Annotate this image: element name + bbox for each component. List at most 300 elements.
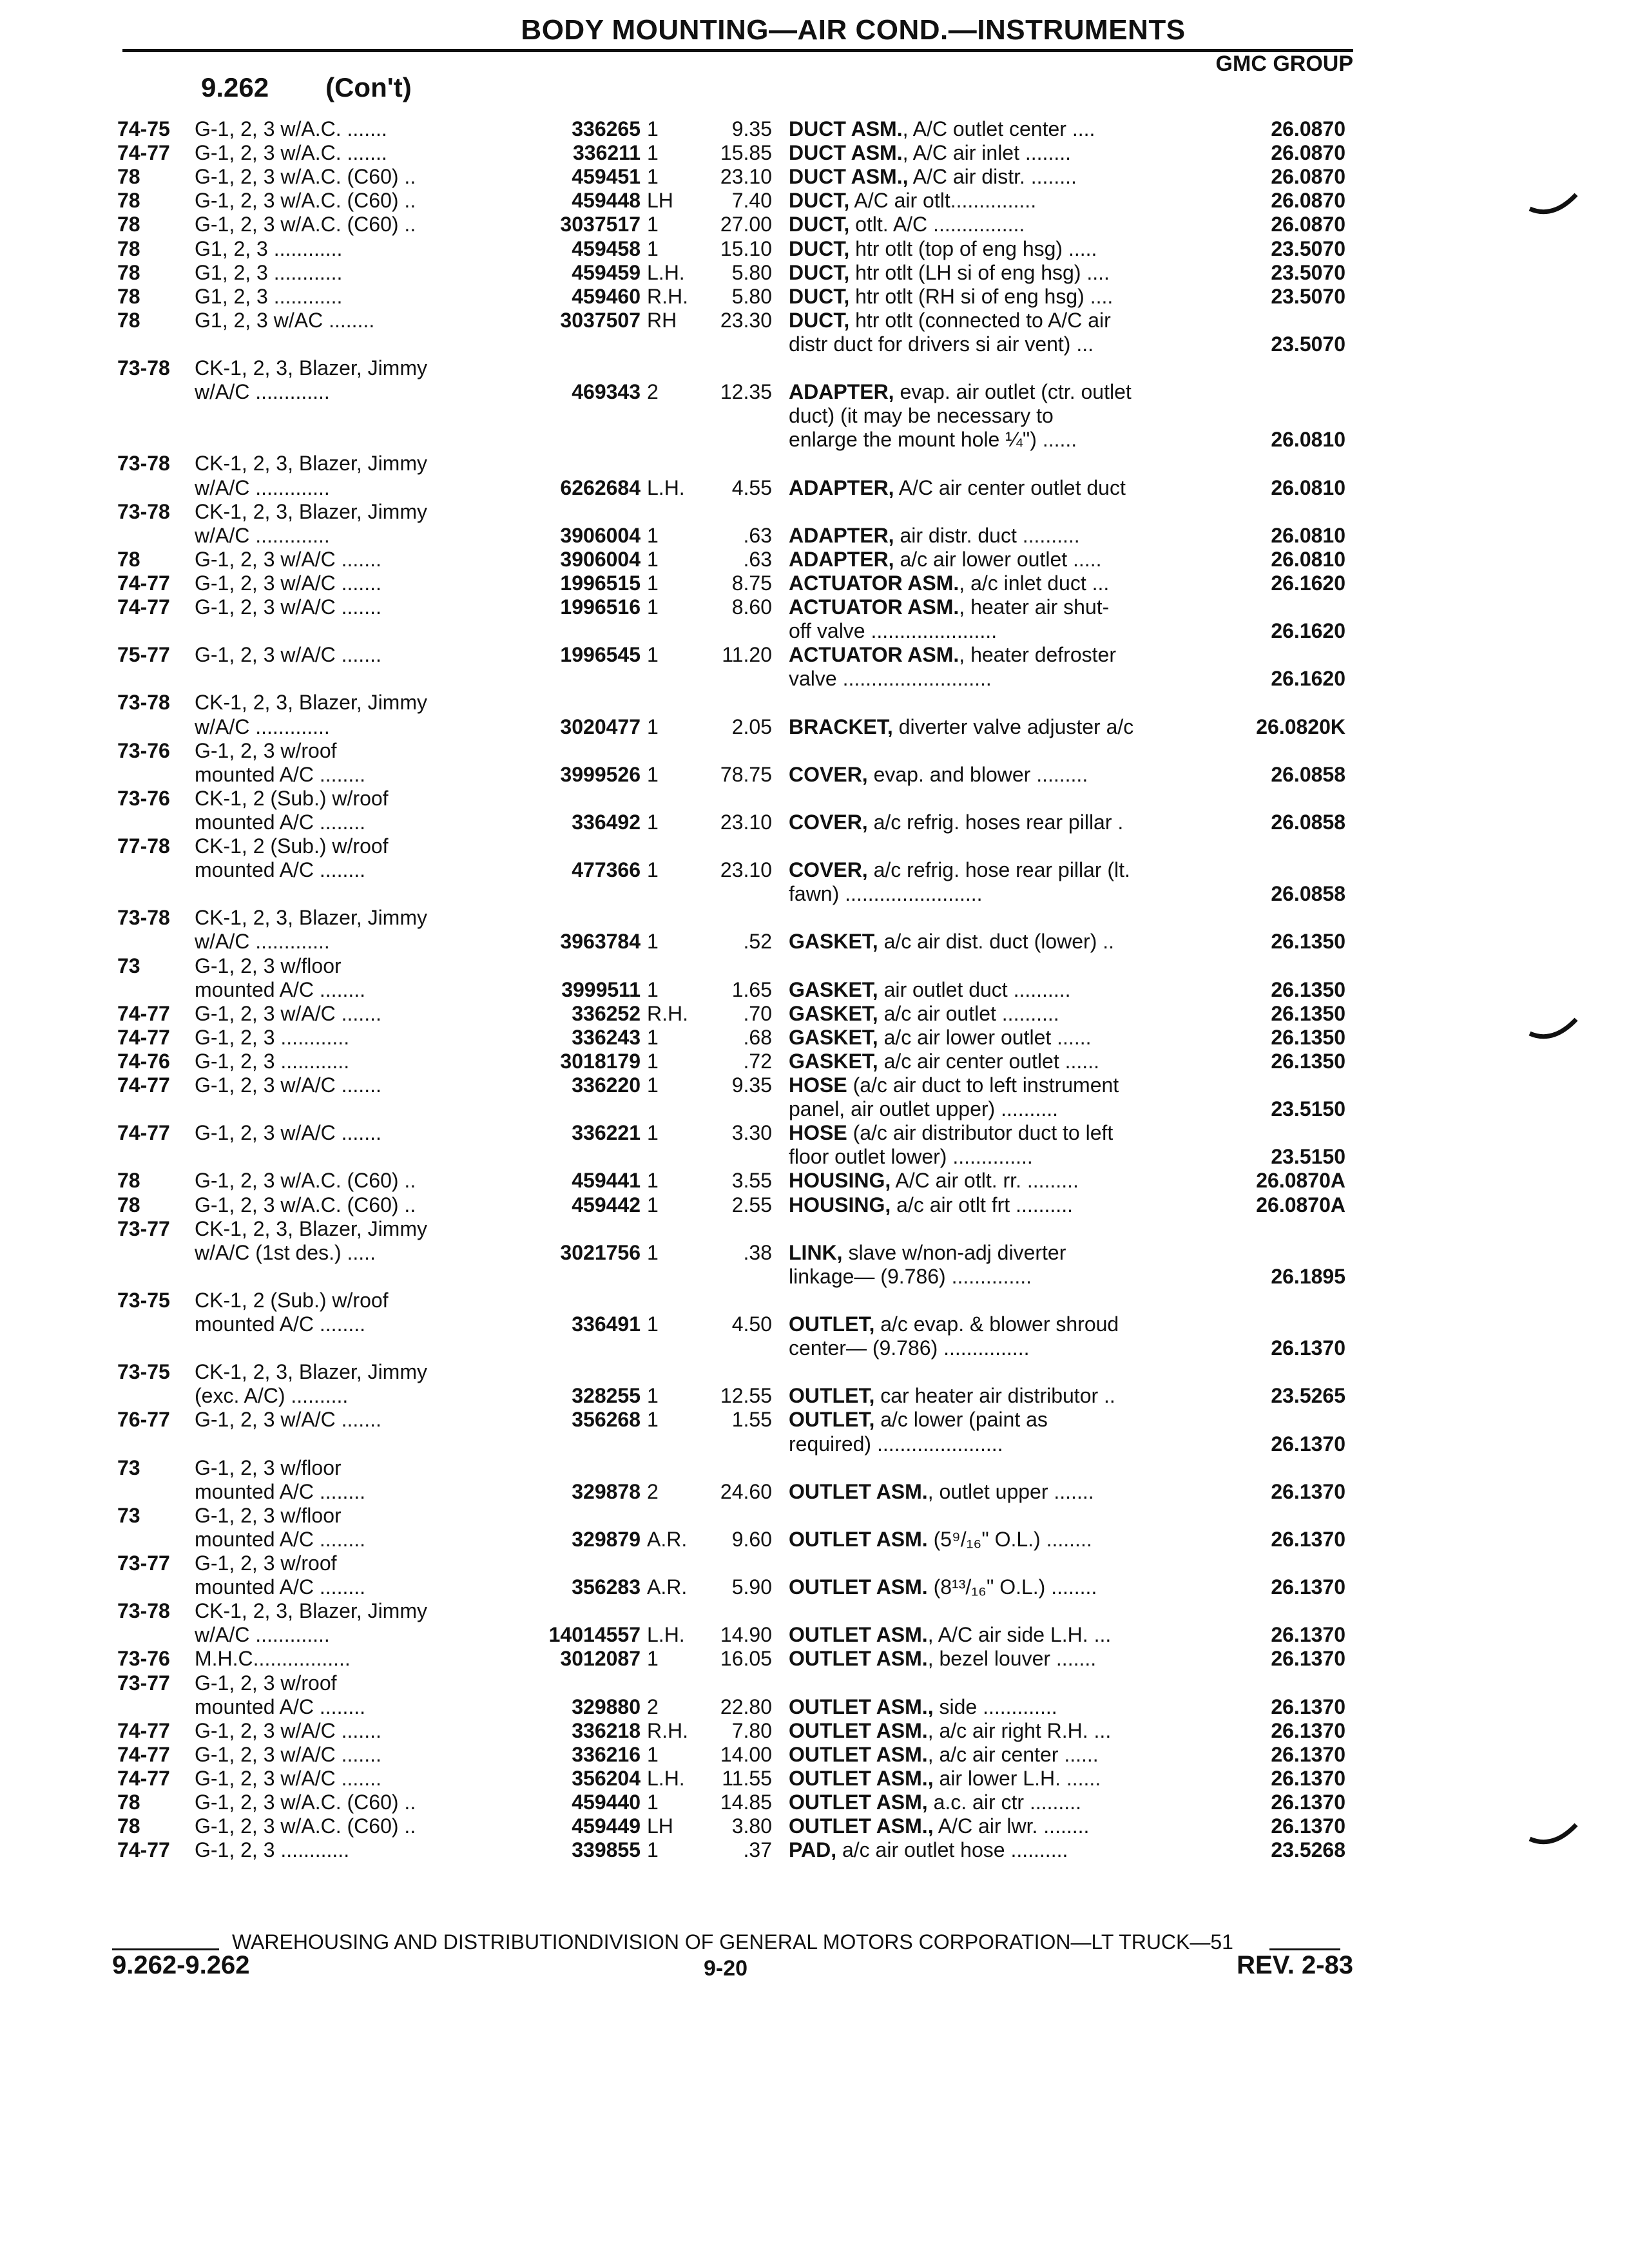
year-cell: 74-76 xyxy=(117,1049,170,1073)
model-cell: G-1, 2, 3 w/floor xyxy=(195,954,342,977)
price-cell: 3.55 xyxy=(731,1169,772,1193)
page-title: BODY MOUNTING—AIR COND.—INSTRUMENTS xyxy=(521,14,1186,46)
quantity-cell: 1 xyxy=(647,1742,659,1766)
model-cell: G-1, 2, 3 w/A.C. (C60) .. xyxy=(195,189,416,213)
margin-check-mark-3 xyxy=(1527,1821,1579,1847)
description-cell xyxy=(789,930,1114,954)
year-cell: 78 xyxy=(117,1169,140,1193)
model-cell: G-1, 2, 3 w/A/C ....... xyxy=(195,1121,381,1145)
quantity-cell: 1 xyxy=(647,571,659,595)
price-cell: 23.10 xyxy=(720,810,772,834)
part-number-cell: 336216 xyxy=(572,1742,641,1766)
part-number-cell: 356204 xyxy=(572,1766,641,1790)
part-number-cell: 459460 xyxy=(572,284,641,308)
model-cell: CK-1, 2 (Sub.) w/roof xyxy=(195,786,389,810)
model-cell: CK-1, 2, 3, Blazer, Jimmy xyxy=(195,356,427,380)
price-cell: .38 xyxy=(743,1240,772,1264)
description-keyword: OUTLET, xyxy=(789,1384,875,1408)
quantity-cell: 1 xyxy=(647,213,659,236)
price-cell: 15.10 xyxy=(720,236,772,260)
description-keyword: DUCT, xyxy=(789,308,850,332)
year-cell: 73-75 xyxy=(117,1288,170,1312)
description-cell xyxy=(789,572,1109,595)
description-text: a/c refrig. hoses rear pillar . xyxy=(867,810,1124,834)
model-cell: G-1, 2, 3 w/A/C ....... xyxy=(195,1718,381,1742)
description-text: required) ...................... xyxy=(789,1432,1003,1456)
description-keyword: OUTLET, xyxy=(789,1312,875,1336)
group-number-cell: 26.1370 xyxy=(1271,1575,1345,1599)
part-number-cell: 459451 xyxy=(572,165,641,189)
description-cell xyxy=(789,1193,1073,1217)
part-number-cell: 459440 xyxy=(572,1791,641,1814)
price-cell: 7.80 xyxy=(731,1718,772,1742)
description-text: a/c air lower outlet ...... xyxy=(878,1025,1092,1049)
model-cell: mounted A/C ........ xyxy=(195,1575,366,1599)
year-cell: 73-78 xyxy=(117,906,170,930)
group-number-cell: 26.1370 xyxy=(1271,1623,1345,1647)
description-text: a.c. air ctr ......... xyxy=(927,1791,1081,1814)
description-text: valve .......................... xyxy=(789,667,992,691)
year-cell: 73-77 xyxy=(117,1216,170,1240)
group-number-cell: 26.1350 xyxy=(1271,1049,1345,1073)
year-cell: 77-78 xyxy=(117,834,170,858)
quantity-cell: L.H. xyxy=(647,260,685,284)
description-text: (a/c air distributor duct to left xyxy=(847,1121,1113,1145)
part-number-cell: 336265 xyxy=(572,117,641,140)
price-cell: 12.35 xyxy=(720,380,772,404)
year-cell: 73-78 xyxy=(117,499,170,523)
quantity-cell: 1 xyxy=(647,810,659,834)
group-number-cell: 26.0858 xyxy=(1271,810,1345,834)
model-cell: G-1, 2, 3 w/A.C. ....... xyxy=(195,141,387,165)
margin-check-mark-2 xyxy=(1527,1015,1579,1041)
part-number-cell: 6262684 xyxy=(560,476,641,499)
price-cell: 5.90 xyxy=(731,1575,772,1599)
model-cell: G-1, 2, 3 w/A/C ....... xyxy=(195,643,381,667)
model-cell: G-1, 2, 3 ............ xyxy=(195,1025,350,1049)
description-keyword: ACTUATOR ASM. xyxy=(789,643,959,667)
group-number-cell: 26.1620 xyxy=(1271,571,1345,595)
price-cell: .63 xyxy=(743,523,772,547)
quantity-cell: 1 xyxy=(647,643,659,667)
part-number-cell: 336211 xyxy=(572,141,641,165)
model-cell: G1, 2, 3 ............ xyxy=(195,236,343,260)
description-cell xyxy=(789,309,1111,332)
price-cell: 12.55 xyxy=(720,1384,772,1408)
price-cell: 23.30 xyxy=(720,308,772,332)
model-cell: G-1, 2, 3 w/A/C ....... xyxy=(195,1073,381,1097)
year-cell: 74-75 xyxy=(117,117,170,140)
price-cell: 4.50 xyxy=(731,1312,772,1336)
price-cell: 27.00 xyxy=(720,213,772,236)
description-text: a/c evap. & blower shroud xyxy=(874,1312,1119,1336)
description-cell xyxy=(789,165,1077,189)
year-cell: 74-77 xyxy=(117,1718,170,1742)
description-keyword: ACTUATOR ASM. xyxy=(789,595,959,619)
description-text: diverter valve adjuster a/c xyxy=(892,715,1134,738)
price-cell: 1.65 xyxy=(731,977,772,1001)
description-text: car heater air distributor .. xyxy=(874,1384,1115,1408)
description-cell xyxy=(789,643,1116,667)
quantity-cell: 1 xyxy=(647,1408,659,1432)
description-text: a/c air otlt frt .......... xyxy=(891,1193,1073,1216)
model-cell: CK-1, 2 (Sub.) w/roof xyxy=(195,1288,389,1312)
description-keyword: DUCT ASM., xyxy=(789,165,909,189)
description-text: a/c air lower outlet ..... xyxy=(894,547,1102,571)
model-cell: G-1, 2, 3 w/A/C ....... xyxy=(195,1408,381,1432)
quantity-cell: 1 xyxy=(647,1647,659,1671)
description-cell xyxy=(789,380,1132,404)
group-number-cell: 23.5070 xyxy=(1271,284,1345,308)
part-number-cell: 328255 xyxy=(572,1384,641,1408)
year-cell: 74-77 xyxy=(117,1766,170,1790)
model-cell: CK-1, 2, 3, Blazer, Jimmy xyxy=(195,452,427,476)
group-number-cell: 26.0870A xyxy=(1256,1169,1345,1193)
price-cell: 1.55 xyxy=(731,1408,772,1432)
group-number-cell: 26.1620 xyxy=(1271,619,1345,643)
group-number-cell: 26.0810 xyxy=(1271,476,1345,499)
model-cell: G-1, 2, 3 w/A/C ....... xyxy=(195,1001,381,1025)
description-text: evap. and blower ......... xyxy=(867,762,1088,786)
part-number-cell: 336220 xyxy=(572,1073,641,1097)
description-cell xyxy=(789,858,1130,882)
price-cell: .52 xyxy=(743,930,772,954)
description-text: (a/c air duct to left instrument xyxy=(847,1073,1119,1097)
quantity-cell: 1 xyxy=(647,1240,659,1264)
model-cell: G1, 2, 3 ............ xyxy=(195,260,343,284)
quantity-cell: 1 xyxy=(647,1049,659,1073)
description-text: htr otlt (RH si of eng hsg) .... xyxy=(849,284,1113,308)
description-keyword: OUTLET ASM. xyxy=(789,1527,928,1551)
description-cell xyxy=(789,811,1123,834)
description-cell xyxy=(789,1265,1032,1289)
quantity-cell: 2 xyxy=(647,380,659,404)
description-text: , a/c air right R.H. ... xyxy=(927,1718,1112,1742)
quantity-cell: 1 xyxy=(647,1169,659,1193)
part-number-cell: 459441 xyxy=(572,1169,641,1193)
year-cell: 78 xyxy=(117,1791,140,1814)
price-cell: 14.85 xyxy=(720,1791,772,1814)
description-cell xyxy=(789,1073,1119,1097)
year-cell: 73-78 xyxy=(117,356,170,380)
part-number-cell: 3020477 xyxy=(560,715,641,738)
group-number-cell: 26.1370 xyxy=(1271,1527,1345,1551)
description-cell xyxy=(789,1432,1003,1456)
description-keyword: DUCT, xyxy=(789,189,850,213)
description-text: , heater defroster xyxy=(959,643,1116,667)
model-cell: G-1, 2, 3 w/A/C ....... xyxy=(195,1742,381,1766)
model-cell: G-1, 2, 3 w/A.C. (C60) .. xyxy=(195,1791,416,1814)
model-cell: w/A/C ............. xyxy=(195,715,330,738)
model-cell: w/A/C ............. xyxy=(195,476,330,499)
part-number-cell: 356268 xyxy=(572,1408,641,1432)
part-number-cell: 336491 xyxy=(572,1312,641,1336)
model-cell: mounted A/C ........ xyxy=(195,762,366,786)
description-cell xyxy=(789,1767,1101,1791)
part-number-cell: 3012087 xyxy=(560,1647,641,1671)
description-cell xyxy=(789,1480,1094,1504)
group-number-cell: 23.5070 xyxy=(1271,236,1345,260)
description-text: enlarge the mount hole ¼") ...... xyxy=(789,428,1077,452)
year-cell: 73-76 xyxy=(117,1647,170,1671)
description-cell xyxy=(789,1312,1119,1336)
model-cell: G-1, 2, 3 w/roof xyxy=(195,1671,337,1695)
quantity-cell: 1 xyxy=(647,236,659,260)
description-text: , a/c inlet duct ... xyxy=(959,571,1110,595)
model-cell: w/A/C ............. xyxy=(195,380,330,404)
model-cell: mounted A/C ........ xyxy=(195,1312,366,1336)
price-cell: 4.55 xyxy=(731,476,772,499)
description-keyword: OUTLET ASM. xyxy=(789,1647,928,1671)
description-cell xyxy=(789,237,1097,261)
group-number-cell: 26.0810 xyxy=(1271,547,1345,571)
part-number-cell: 336252 xyxy=(572,1001,641,1025)
model-cell: (exc. A/C) .......... xyxy=(195,1384,349,1408)
quantity-cell: 1 xyxy=(647,1791,659,1814)
footer-division-text: WAREHOUSING AND DISTRIBUTIONDIVISION OF GENERAL MOTORS CORPORATION—LT TRUCK—51 xyxy=(232,1930,1233,1954)
description-text: a/c air center outlet ...... xyxy=(878,1049,1099,1073)
year-cell: 73 xyxy=(117,1456,140,1479)
description-cell xyxy=(789,1169,1079,1193)
model-cell: G1, 2, 3 ............ xyxy=(195,284,343,308)
quantity-cell: A.R. xyxy=(647,1575,688,1599)
group-number-cell: 23.5070 xyxy=(1271,332,1345,356)
part-number-cell: 336243 xyxy=(572,1025,641,1049)
group-number-cell: 26.1370 xyxy=(1271,1479,1345,1503)
description-cell xyxy=(789,548,1101,572)
group-number-cell: 26.1895 xyxy=(1271,1264,1345,1288)
model-cell: w/A/C ............. xyxy=(195,523,330,547)
description-text: floor outlet lower) .............. xyxy=(789,1145,1033,1169)
part-number-cell: 329879 xyxy=(572,1527,641,1551)
year-cell: 78 xyxy=(117,1193,140,1216)
model-cell: mounted A/C ........ xyxy=(195,810,366,834)
description-text: htr otlt (top of eng hsg) ..... xyxy=(849,236,1097,260)
description-keyword: ACTUATOR ASM. xyxy=(789,571,959,595)
group-number-cell: 23.5265 xyxy=(1271,1384,1345,1408)
year-cell: 73-78 xyxy=(117,452,170,476)
part-number-cell: 3999526 xyxy=(560,762,641,786)
model-cell: w/A/C (1st des.) ..... xyxy=(195,1240,376,1264)
description-text: A/C air center outlet duct xyxy=(894,476,1126,499)
group-number-cell: 26.1370 xyxy=(1271,1791,1345,1814)
quantity-cell: 1 xyxy=(647,547,659,571)
part-number-cell: 14014557 xyxy=(548,1623,641,1647)
description-cell xyxy=(789,1241,1066,1265)
description-cell xyxy=(789,1695,1057,1719)
description-cell xyxy=(789,1002,1059,1026)
model-cell: mounted A/C ........ xyxy=(195,1479,366,1503)
price-cell: 5.80 xyxy=(731,284,772,308)
description-text: A/C air otlt. rr. ......... xyxy=(891,1169,1079,1193)
quantity-cell: 1 xyxy=(647,141,659,165)
group-number-cell: 26.1370 xyxy=(1271,1814,1345,1838)
quantity-cell: 1 xyxy=(647,977,659,1001)
quantity-cell: 1 xyxy=(647,165,659,189)
description-cell xyxy=(789,1050,1099,1073)
year-cell: 74-77 xyxy=(117,571,170,595)
quantity-cell: R.H. xyxy=(647,1001,688,1025)
part-number-cell: 3906004 xyxy=(560,547,641,571)
description-keyword: DUCT ASM. xyxy=(789,141,903,165)
year-cell: 76-77 xyxy=(117,1408,170,1432)
group-number-cell: 26.0870 xyxy=(1271,141,1345,165)
price-cell: .63 xyxy=(743,547,772,571)
model-cell: G-1, 2, 3 w/A/C ....... xyxy=(195,547,381,571)
quantity-cell: 1 xyxy=(647,762,659,786)
description-cell xyxy=(789,285,1113,309)
footer-rule-right xyxy=(1269,1948,1340,1950)
group-number-cell: 23.5150 xyxy=(1271,1097,1345,1121)
quantity-cell: L.H. xyxy=(647,1766,685,1790)
quantity-cell: 1 xyxy=(647,1193,659,1216)
part-number-cell: 459459 xyxy=(572,260,641,284)
description-text: side ............. xyxy=(933,1695,1057,1718)
group-number-cell: 26.0858 xyxy=(1271,882,1345,906)
year-cell: 78 xyxy=(117,260,140,284)
description-keyword: OUTLET, xyxy=(789,1408,875,1432)
description-text: htr otlt (connected to A/C air xyxy=(849,308,1111,332)
description-text: evap. air outlet (ctr. outlet xyxy=(894,380,1132,404)
description-keyword: DUCT, xyxy=(789,284,850,308)
description-keyword: ADAPTER, xyxy=(789,380,894,404)
quantity-cell: L.H. xyxy=(647,1623,685,1647)
description-keyword: OUTLET ASM, xyxy=(789,1791,928,1814)
description-cell xyxy=(789,1575,1097,1599)
description-text: a/c lower (paint as xyxy=(874,1408,1048,1432)
part-number-cell: 477366 xyxy=(572,858,641,882)
group-number-cell: 26.1350 xyxy=(1271,1001,1345,1025)
model-cell: G-1, 2, 3 w/roof xyxy=(195,738,337,762)
description-keyword: DUCT, xyxy=(789,213,850,236)
footer-rule-left xyxy=(112,1948,219,1950)
description-text: a/c refrig. hose rear pillar (lt. xyxy=(867,858,1130,882)
description-cell xyxy=(789,404,1054,428)
description-cell xyxy=(789,882,983,906)
description-text: off valve ...................... xyxy=(789,619,998,643)
part-number-cell: 459448 xyxy=(572,189,641,213)
price-cell: 5.80 xyxy=(731,260,772,284)
description-text: a/c air outlet .......... xyxy=(878,1001,1059,1025)
description-text: , outlet upper ....... xyxy=(927,1479,1094,1503)
part-number-cell: 329880 xyxy=(572,1695,641,1718)
year-cell: 74-77 xyxy=(117,1121,170,1145)
description-keyword: OUTLET ASM., xyxy=(789,1695,934,1718)
year-cell: 73-76 xyxy=(117,786,170,810)
quantity-cell: R.H. xyxy=(647,1718,688,1742)
description-text: duct) (it may be necessary to xyxy=(789,404,1054,428)
description-text: otlt. A/C ................ xyxy=(849,213,1025,236)
year-cell: 78 xyxy=(117,308,140,332)
group-number-cell: 26.1370 xyxy=(1271,1432,1345,1456)
description-cell xyxy=(789,332,1094,356)
description-text: air distr. duct .......... xyxy=(894,523,1080,547)
model-cell: G-1, 2, 3 w/A.C. (C60) .. xyxy=(195,1169,416,1193)
model-cell: G-1, 2, 3 w/floor xyxy=(195,1503,342,1527)
description-text: air lower L.H. ...... xyxy=(933,1766,1101,1790)
section-continued: (Con't) xyxy=(325,72,412,102)
description-cell xyxy=(789,763,1088,787)
description-cell xyxy=(789,213,1025,236)
year-cell: 75-77 xyxy=(117,643,170,667)
quantity-cell: R.H. xyxy=(647,284,688,308)
group-number-cell: 26.0870 xyxy=(1271,117,1345,140)
model-cell: G-1, 2, 3 ............ xyxy=(195,1838,350,1862)
price-cell: 15.85 xyxy=(720,141,772,165)
model-cell: G-1, 2, 3 w/roof xyxy=(195,1552,337,1575)
header-rule xyxy=(122,49,1353,52)
description-keyword: HOUSING, xyxy=(789,1193,891,1216)
group-number-cell: 26.1370 xyxy=(1271,1647,1345,1671)
description-keyword: OUTLET ASM., xyxy=(789,1766,934,1790)
year-cell: 74-77 xyxy=(117,1073,170,1097)
quantity-cell: 1 xyxy=(647,1312,659,1336)
model-cell: CK-1, 2, 3, Blazer, Jimmy xyxy=(195,1360,427,1384)
year-cell: 74-77 xyxy=(117,1001,170,1025)
description-text: (8¹³/₁₆" O.L.) ........ xyxy=(927,1575,1097,1599)
year-cell: 74-77 xyxy=(117,1025,170,1049)
description-text: a/c air outlet hose .......... xyxy=(836,1838,1068,1862)
quantity-cell: 1 xyxy=(647,1384,659,1408)
description-keyword: HOUSING, xyxy=(789,1169,891,1193)
description-cell xyxy=(789,524,1080,548)
description-keyword: GASKET, xyxy=(789,1025,878,1049)
description-cell xyxy=(789,619,997,643)
part-number-cell: 1996516 xyxy=(560,595,641,619)
description-keyword: OUTLET ASM. xyxy=(789,1718,928,1742)
quantity-cell: 1 xyxy=(647,930,659,954)
year-cell: 73-77 xyxy=(117,1552,170,1575)
description-text: A/C air distr. ........ xyxy=(908,165,1077,189)
part-number-cell: 459442 xyxy=(572,1193,641,1216)
year-cell: 74-77 xyxy=(117,141,170,165)
quantity-cell: L.H. xyxy=(647,476,685,499)
group-number-cell: 26.0870 xyxy=(1271,165,1345,189)
description-cell xyxy=(789,978,1070,1002)
group-number-cell: 26.0810 xyxy=(1271,428,1345,452)
description-text: htr otlt (LH si of eng hsg) .... xyxy=(849,260,1110,284)
description-text: slave w/non-adj diverter xyxy=(842,1240,1066,1264)
description-keyword: OUTLET ASM., xyxy=(789,1814,934,1838)
year-cell: 78 xyxy=(117,189,140,213)
description-text: , a/c air center ...... xyxy=(927,1742,1099,1766)
description-text: air outlet duct .......... xyxy=(878,977,1071,1001)
year-cell: 78 xyxy=(117,165,140,189)
description-keyword: OUTLET ASM. xyxy=(789,1742,928,1766)
quantity-cell: A.R. xyxy=(647,1527,688,1551)
group-number-cell: 23.5268 xyxy=(1271,1838,1345,1862)
section-number: 9.262 xyxy=(201,72,269,102)
description-cell xyxy=(789,1336,1029,1360)
model-cell: CK-1, 2, 3, Blazer, Jimmy xyxy=(195,1216,427,1240)
description-keyword: OUTLET ASM. xyxy=(789,1479,928,1503)
price-cell: 22.80 xyxy=(720,1695,772,1718)
description-keyword: HOSE xyxy=(789,1121,847,1145)
year-cell: 73-75 xyxy=(117,1360,170,1384)
quantity-cell: 1 xyxy=(647,858,659,882)
description-text: a/c air dist. duct (lower) .. xyxy=(878,930,1115,954)
model-cell: CK-1, 2, 3, Blazer, Jimmy xyxy=(195,691,427,715)
description-keyword: DUCT, xyxy=(789,236,850,260)
description-cell xyxy=(789,667,992,691)
price-cell: 9.35 xyxy=(731,1073,772,1097)
price-cell: .70 xyxy=(743,1001,772,1025)
model-cell: G-1, 2, 3 w/A.C. (C60) .. xyxy=(195,1814,416,1838)
model-cell: CK-1, 2, 3, Blazer, Jimmy xyxy=(195,1599,427,1623)
description-cell xyxy=(789,428,1077,452)
model-cell: mounted A/C ........ xyxy=(195,977,366,1001)
model-cell: G-1, 2, 3 w/A/C ....... xyxy=(195,1766,381,1790)
